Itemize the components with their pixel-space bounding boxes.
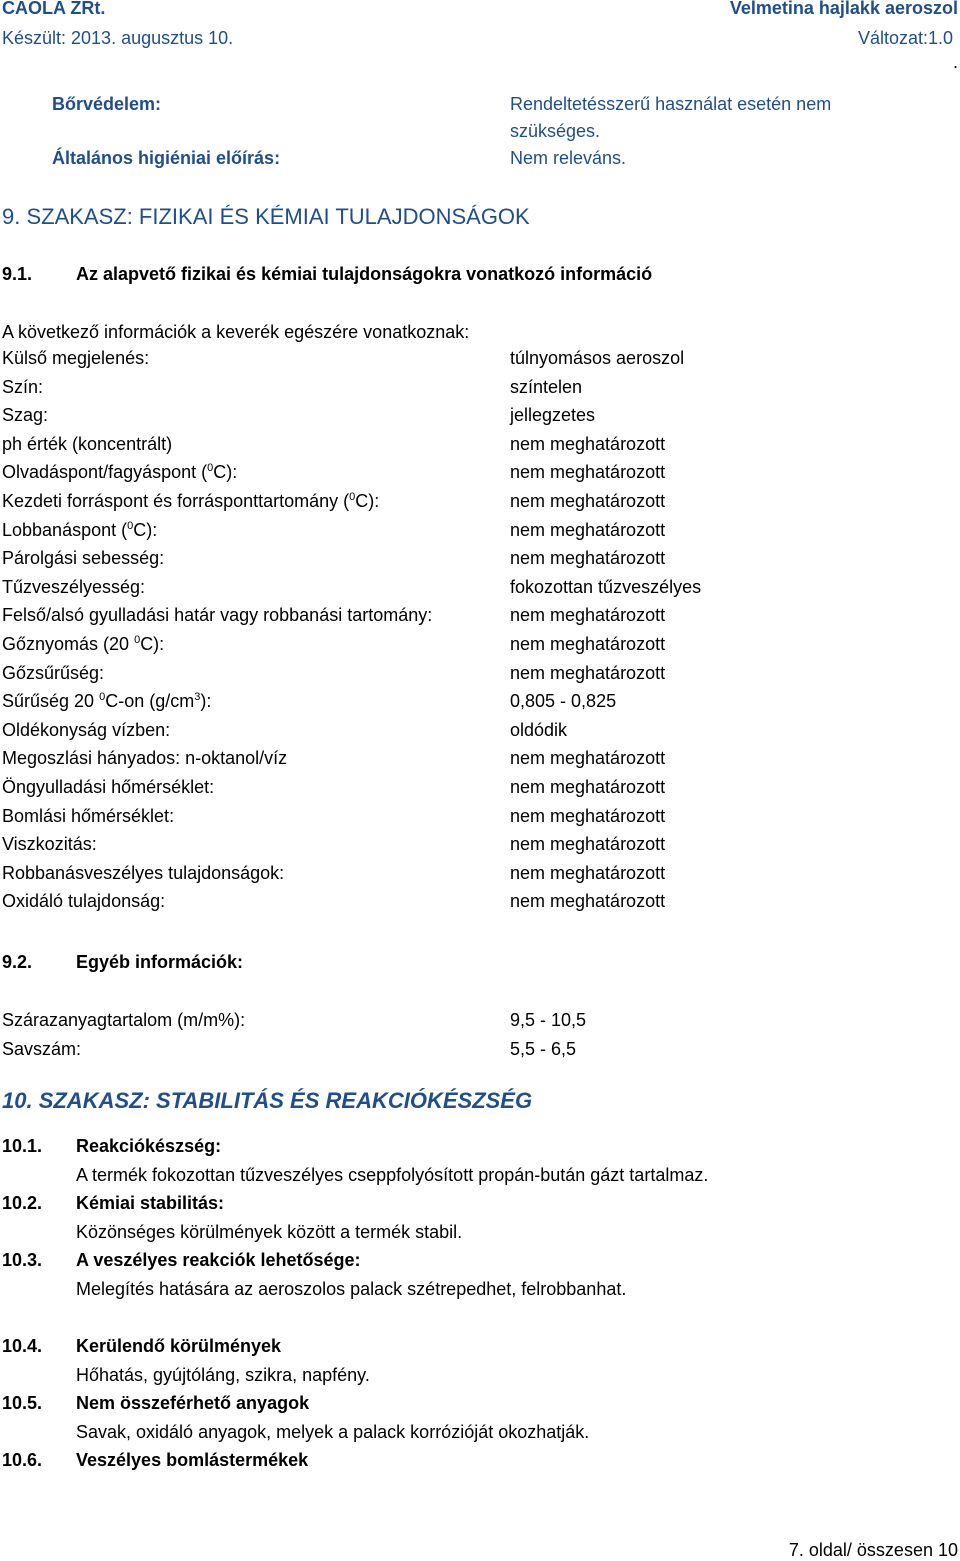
property-label bbox=[2, 491, 379, 512]
property-label-tail: C): bbox=[133, 520, 158, 540]
property-value: nem meghatározott bbox=[510, 863, 666, 883]
sub-number: 10.5. bbox=[2, 1393, 43, 1413]
sub-number: 10.6. bbox=[2, 1450, 43, 1470]
property-label-text: Külső megjelenés: bbox=[2, 348, 150, 368]
hygiene-value: Nem releváns. bbox=[510, 148, 627, 168]
sub-text: Közönséges körülmények között a termék stabil. bbox=[76, 1222, 463, 1242]
sub-9-2-title: Egyéb információk: bbox=[76, 952, 244, 972]
property-label-text: Tűzveszélyesség: bbox=[2, 577, 146, 597]
property-label bbox=[2, 891, 165, 912]
sub-title: Kerülendő körülmények bbox=[76, 1336, 282, 1356]
sub-text: Hőhatás, gyújtóláng, szikra, napfény. bbox=[76, 1365, 370, 1385]
sub-text: Savak, oxidáló anyagok, melyek a palack korrózióját okozhatják. bbox=[76, 1422, 590, 1442]
skin-protection-value-2: szükséges. bbox=[510, 121, 601, 141]
property-label-text: Gőznyomás (20 bbox=[2, 634, 135, 654]
sub-title: Veszélyes bomlástermékek bbox=[76, 1450, 309, 1470]
property-value: nem meghatározott bbox=[510, 834, 666, 854]
skin-protection-label: Bőrvédelem: bbox=[52, 94, 162, 114]
property-value: nem meghatározott bbox=[510, 520, 666, 540]
version: Változat:1.0 bbox=[857, 28, 953, 48]
hygiene-label: Általános higiéniai előírás: bbox=[52, 148, 281, 168]
section-9-title: 9. SZAKASZ: FIZIKAI ÉS KÉMIAI TULAJDONSÁGOK bbox=[2, 204, 530, 229]
property-label bbox=[2, 777, 214, 798]
property-value: 0,805 - 0,825 bbox=[510, 691, 617, 711]
sub-number: 10.1. bbox=[2, 1136, 43, 1156]
property-label bbox=[2, 348, 149, 369]
other-label-dry-matter: Szárazanyagtartalom (m/m%): bbox=[2, 1010, 246, 1030]
sub-number: 10.3. bbox=[2, 1250, 43, 1270]
property-value: nem meghatározott bbox=[510, 806, 666, 826]
skin-protection-value-1: Rendeltetésszerű használat esetén nem bbox=[510, 94, 832, 114]
property-label bbox=[2, 577, 145, 598]
property-label-text: Oxidáló tulajdonság: bbox=[2, 891, 166, 911]
other-value-acid-number: 5,5 - 6,5 bbox=[510, 1039, 577, 1059]
property-label-text: ph érték (koncentrált) bbox=[2, 434, 173, 454]
property-value: nem meghatározott bbox=[510, 663, 666, 683]
property-label-text: Szín: bbox=[2, 377, 44, 397]
property-value: színtelen bbox=[510, 377, 583, 397]
property-label-text: Olvadáspont/fagyáspont ( bbox=[2, 462, 208, 482]
section-10-title: 10. SZAKASZ: STABILITÁS ÉS REAKCIÓKÉSZSÉG bbox=[2, 1088, 533, 1113]
property-label-tail: C): bbox=[213, 462, 238, 482]
property-label bbox=[2, 634, 164, 655]
header-dot: . bbox=[952, 52, 958, 72]
company-name: CAOLA ZRt. bbox=[2, 0, 106, 18]
property-label bbox=[2, 434, 172, 455]
property-label-text: Robbanásveszélyes tulajdonságok: bbox=[2, 863, 285, 883]
property-label-text: Párolgási sebesség: bbox=[2, 548, 165, 568]
property-label bbox=[2, 691, 211, 712]
property-label bbox=[2, 806, 174, 827]
property-label-text: Gőzsűrűség: bbox=[2, 663, 105, 683]
property-label-text: Megoszlási hányados: n-oktanol/víz bbox=[2, 748, 288, 768]
property-value: nem meghatározott bbox=[510, 634, 666, 654]
property-label-sup: 0 bbox=[127, 520, 134, 532]
property-label bbox=[2, 863, 284, 884]
property-label-text: Kezdeti forráspont és forrásponttartomány ( bbox=[2, 491, 350, 511]
property-label-sup: 0 bbox=[207, 462, 214, 474]
property-label-tail: C-on (g/cm bbox=[105, 691, 195, 711]
property-label bbox=[2, 748, 287, 769]
property-value: oldódik bbox=[510, 720, 568, 740]
sub-title: Nem összeférhető anyagok bbox=[76, 1393, 310, 1413]
property-label bbox=[2, 663, 104, 684]
property-value: nem meghatározott bbox=[510, 748, 666, 768]
property-label-text: Viszkozitás: bbox=[2, 834, 97, 854]
sub-9-2-number: 9.2. bbox=[2, 952, 33, 972]
property-value: túlnyomásos aeroszol bbox=[510, 348, 685, 368]
property-label-text: Szag: bbox=[2, 405, 49, 425]
property-label bbox=[2, 834, 97, 855]
sub-9-1-title: Az alapvető fizikai és kémiai tulajdonságokra vonatkozó információ bbox=[76, 264, 653, 284]
property-label-tail: C): bbox=[140, 634, 165, 654]
property-label-text: Sűrűség 20 bbox=[2, 691, 100, 711]
sub-title: Kémiai stabilitás: bbox=[76, 1193, 225, 1213]
property-value: nem meghatározott bbox=[510, 462, 666, 482]
property-label bbox=[2, 405, 48, 426]
property-label-tail: C): bbox=[355, 491, 380, 511]
sub-9-1-number: 9.1. bbox=[2, 264, 33, 284]
property-label-text: Öngyulladási hőmérséklet: bbox=[2, 777, 215, 797]
property-value: nem meghatározott bbox=[510, 491, 666, 511]
property-label bbox=[2, 377, 43, 398]
other-label-acid-number: Savszám: bbox=[2, 1039, 82, 1059]
sub-title: A veszélyes reakciók lehetősége: bbox=[76, 1250, 361, 1270]
sub-text: A termék fokozottan tűzveszélyes cseppfolyósított propán-bután gázt tartalmaz. bbox=[76, 1165, 709, 1185]
property-label-sup2: 3 bbox=[194, 691, 201, 703]
property-label-text: Bomlási hőmérséklet: bbox=[2, 806, 175, 826]
property-label bbox=[2, 605, 432, 626]
property-value: nem meghatározott bbox=[510, 548, 666, 568]
product-name: Velmetina hajlakk aeroszol bbox=[729, 0, 958, 18]
property-label-text: Oldékonyság vízben: bbox=[2, 720, 171, 740]
property-label bbox=[2, 520, 157, 541]
sub-number: 10.2. bbox=[2, 1193, 43, 1213]
property-value: nem meghatározott bbox=[510, 605, 666, 625]
section-9-intro: A következő információk a keverék egészére vonatkoznak: bbox=[2, 322, 470, 342]
sub-text: Melegítés hatására az aeroszolos palack szétrepedhet, felrobbanhat. bbox=[76, 1279, 627, 1299]
property-label-sup: 0 bbox=[134, 634, 141, 646]
property-label-text: Lobbanáspont ( bbox=[2, 520, 128, 540]
property-value: nem meghatározott bbox=[510, 891, 666, 911]
property-value: nem meghatározott bbox=[510, 777, 666, 797]
property-label bbox=[2, 548, 164, 569]
property-label-sup: 0 bbox=[99, 691, 106, 703]
property-label bbox=[2, 720, 170, 741]
other-value-dry-matter: 9,5 - 10,5 bbox=[510, 1010, 587, 1030]
property-label-text: Felső/alsó gyulladási határ vagy robbanási tartomány: bbox=[2, 605, 433, 625]
sub-title: Reakciókészség: bbox=[76, 1136, 222, 1156]
property-label-sup: 0 bbox=[349, 491, 356, 503]
property-value: fokozottan tűzveszélyes bbox=[510, 577, 702, 597]
property-value: jellegzetes bbox=[510, 405, 596, 425]
page-number: 7. oldal/ összesen 10 bbox=[788, 1540, 958, 1560]
property-label-tail2: ): bbox=[200, 691, 212, 711]
property-value: nem meghatározott bbox=[510, 434, 666, 454]
created-date: Készült: 2013. augusztus 10. bbox=[2, 28, 234, 48]
sub-number: 10.4. bbox=[2, 1336, 43, 1356]
property-label bbox=[2, 462, 237, 483]
